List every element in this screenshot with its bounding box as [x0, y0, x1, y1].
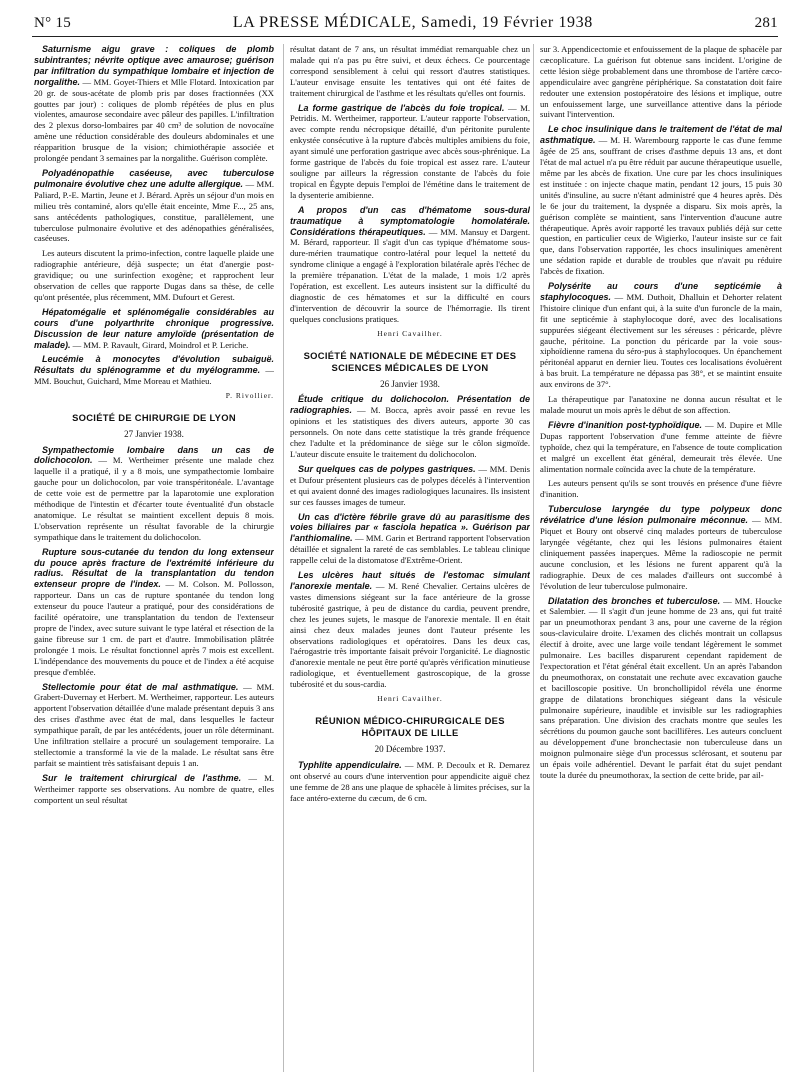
- entry-title: La forme gastrique de l'abcès du foie tropical.: [298, 102, 505, 113]
- entry-body: — M. Bocca, après avoir passé en revue les opinions et les statistiques des divers auteurs, apporte 30 cas personnels. On note dans cette statistique la très grande fréquence chez l'adulte et la prédominance de siège sur le côlon sigmoïde. L'auteur discute ensuite le traitement du dolichocolon.: [290, 405, 530, 459]
- section-date: 26 Janvier 1938.: [380, 378, 440, 389]
- entry-body: — M. René Chevalier. Certains ulcères de vastes dimensions siégeant sur la face antérieure de la grosse tubérosité gastrique, à peu de distance du cardia, peuvent prendre, chez les jeunes sujets, le masque de l'anorexie mentale. Il en était ainsi chez deux malades jeunes dont l'auteur présente les observations radiologiques et opératoires. Dans les deux cas, l'aérogastrie très importante faisait prévoir l'organicité. Le diagnostic d'anorexie mentale ne peut être porté qu'après vérification minutieuse radiologique, et éventuellement gastroscopique, de la grosse tubérosité et du sous-cardia.: [290, 580, 530, 690]
- column-left: [34, 44, 274, 1072]
- entry-paragraph: sur 3. Appendicectomie et enfouissement de la plaque de sphacèle par cæcoplicature. La guérison fut obtenue sans incident. L'origine de cette lésion siège probablement dans une thrombose de l'artère cæco-appendiculaire avec gangrène périphérique. Sa constatation doit faire redouter une extension postopératoire des lésions et implique, outre un enfouissement large, une surveillance attentive dans la période suivant l'intervention.: [540, 44, 782, 120]
- entry-title: Fièvre d'inanition post-typhoïdique.: [548, 419, 702, 430]
- entry-title: Étude critique du dolichocolon. Présentation de radiographies.: [290, 394, 530, 416]
- entry-paragraph: résultat datant de 7 ans, un résultat immédiat remarquable chez un malade qui n'a pas pu être suivi, et deux échecs. Ce pourcentage correspond sensiblement à celui qui ressort d'autres statistiques. L'auteur envisage ensuite les tentatives qui ont été faites de traitement chirurgical de l'asthme et les résultats qu'elles ont fournis.: [290, 44, 530, 98]
- entry-body: — M. Petridis. M. Wertheimer, rapporteur. L'auteur rapporte l'observation, avec compte rendu nécropsique détaillé, d'un péritonite purulente enkystée consécutive à la rupture d'abcès multiples amibiens du foie, ayant simulé une perforation gastrique avec abcès sous-phrénique. La forme gastrique de l'abcès du foie tropical est assez rare. L'auteur souligne par ailleurs la régression constante de l'abcès du foie tropical en Égypte depuis l'emploi de l'émétine dans le traitement de la dysenterie amibienne.: [290, 102, 530, 200]
- article-entry: [540, 504, 782, 591]
- entry-body: — M. Wertheimer présente une malade chez laquelle il a pratiqué, il y a 8 mois, une sympathectomie lombaire gauche pour un dolichocolon, par voie transpéritonéale. L'avantage de cette voie est de permettre par la laparotomie une exploration méthodique de l'intestin et d'écarter toute éventualité d'un obstacle anatomique. Le résultat se maintient excellent depuis 8 mois. L'observation représente un résultat favorable de la chirurgie sympathique dans le traitement du dolichocolon.: [34, 455, 274, 542]
- article-entry: [34, 44, 274, 164]
- article-entry: [34, 773, 274, 806]
- article-entry: [34, 354, 274, 387]
- column-divider: [533, 44, 534, 1072]
- article-entry: [290, 760, 530, 804]
- entry-body: — M. Wertheimer rapporte ses observations. Au nombre de quatre, elles comportent un seul résultat: [34, 772, 274, 805]
- entry-body: — M. H. Warembourg rapporte le cas d'une femme âgée de 25 ans, souffrant de crises d'asthme depuis 13 ans, et dont l'état de mal actuel n'a pu être réduit par aucune thérapeutique usuelle, même par les abcès de fixation. Une cure par les chocs insuliniques est instituée : on injecte chaque matin, pendant 12 jours, 15 puis 30 unités d'insuline, au sucre n'étant administré que 4 heures après. Dès le 6e jour du traitement, la dyspnée a disparu. Six mois après, la guérison complète se maintient, sans l'intervention d'aucune autre thérapeutique. Après avoir rapporté les travaux publiés déjà sur cette question, en particulier ceux de Wigierko, l'auteur insiste sur ce fait que, dans l'observation rapportée, les chocs insuliniques amenèrent une sédation rapide et durable de troubles que n'avait pu réduire l'abcès de fixation.: [540, 135, 782, 277]
- article-entry: [290, 394, 530, 459]
- entry-title: Rupture sous-cutanée du tendon du long extenseur du pouce après fracture de l'extrémité inférieure du radius. Résultat de la transplantation du tendon extenseur propre de l'index.: [34, 546, 274, 590]
- entry-title: Tuberculose laryngée du type polypeux donc révélatrice d'une lésion pulmonaire méconnue.: [540, 504, 782, 526]
- article-entry: [34, 547, 274, 678]
- entry-body: — MM. P. Decoulx et R. Demarez ont observé au cours d'une intervention pour appendicite aiguë chez une femme de 28 ans une plaque de sphacèle à limites précises, sur la face antéro-externe du cæcum, de 6 cm.: [290, 759, 530, 803]
- article-entry: [540, 420, 782, 475]
- article-entry: [290, 103, 530, 201]
- article-entry: [290, 205, 530, 325]
- article-entry: [290, 512, 530, 567]
- entry-title: Leucémie à monocytes d'évolution subaiguë. Résultats du splénogramme et du myélogramme.: [34, 354, 274, 376]
- entry-title: A propos d'un cas d'hématome sous-dural traumatique à symptomatologie homolatérale. Considérations thérapeutiques.: [290, 204, 530, 237]
- entry-title: Typhlite appendiculaire.: [298, 759, 402, 770]
- entry-title: Les ulcères haut situés de l'estomac simulant l'anorexie mentale.: [290, 570, 530, 591]
- section-heading: RÉUNION MÉDICO-CHIRURGICALE DES HÔPITAUX DE LILLE: [315, 714, 505, 739]
- entry-paragraph: Les auteurs discutent la primo-infection, contre laquelle plaide une radiographie antérieure, déjà suspecte; un état d'anergie post-gravidique; ou une surinfection exogène; et rapprochent leur observation de celles que rapporte Dugas dans sa thèse, de celle qu'ont présentée, plus récemment, MM. Dufourt et Gerest.: [34, 248, 274, 302]
- section-date: 27 Janvier 1938.: [124, 428, 184, 439]
- column-divider: [283, 44, 284, 1072]
- entry-body: — MM. Garin et Bertrand rapportent l'observation détaillée et signalent la rareté de cas semblables. Le tableau clinique rappelle celui de la distomatose d'Extrême-Orient.: [290, 533, 530, 566]
- article-entry: [290, 464, 530, 508]
- author-signature: Henri Cavailher.: [377, 328, 443, 338]
- section-date: 20 Décembre 1937.: [374, 743, 446, 754]
- entry-body: — MM. Piquet et Boury ont observé cinq malades porteurs de tuberculose laryngée végétante, chez qui les lésions pulmonaires étaient cliniquement passées inaperçues. Même la radioscopie ne permit aucune conclusion, et les lésions ne furent apparent qu'à la radiographie. Deux de ces malades d'ailleurs ont succombé à l'évolution de leur tuberculose pulmonaire.: [540, 515, 782, 591]
- column-middle: [290, 44, 530, 1072]
- column-right: [540, 44, 782, 1072]
- entry-title: Polyadénopathie caséeuse, avec tuberculose pulmonaire évolutive chez une adulte allergique.: [34, 167, 274, 189]
- entry-title: Dilatation des bronches et tuberculose.: [548, 595, 721, 606]
- entry-title: Hépatomégalie et splénomégalie considérables au cours d'une polyarthrite chronique progressive. Discussion de leur nature amyloïde (présentation de malade).: [34, 306, 274, 350]
- entry-body: — M. Dupire et Mlle Dupas rapportent l'observation d'une femme atteinte de fièvre typhoïde, chez qui la température, en l'absence de toute complication et malgré un excellent état général, demeurait très élevée. Une alimentation normale coïncida avec la chute de la température.: [540, 419, 782, 474]
- entry-body: — MM. Grabert-Duvernay et Herbert. M. Wertheimer, rapporteur. Les auteurs apportent l'observation détaillée d'une malade présentant depuis 3 ans des crises d'asthme avec état de mal, dans lesquelles le facteur sympathique paraît, de par les antécédents, jouer un rôle déterminant. Une infiltration stellaire a procuré un soulagement temporaire. La stellectomie a transformé la vie de la malade. Le résultat sans être parfait se maintient très satisfaisant depuis 1 an.: [34, 681, 274, 768]
- article-entry: [290, 570, 530, 690]
- header-rule: [32, 36, 778, 37]
- section-heading: SOCIÉTÉ NATIONALE DE MÉDECINE ET DES SCIENCES MÉDICALES DE LYON: [303, 349, 517, 374]
- entry-title: Sympathectomie lombaire dans un cas de dolichocolon.: [34, 444, 274, 466]
- article-entry: [34, 445, 274, 543]
- article-entry: [540, 596, 782, 781]
- entry-body: — MM. Duthoit, Dhalluin et Dehorter relatent l'histoire clinique d'un enfant qui, à la suite d'un furoncle de la main, fit une septicémie à staphylocoque doré, avec des localisations suppurées siégeant électivement sur les séreuses : péricarde, plèvre gauche, péritoine. La ponction du péricarde par la voie sous-xiphoïdienne ramena du séro-pus à staphylocoques. Un épanchement péritonéal apparut en dernier lieu. Toutes ces localisations évoluèrent à bas bruit. La température ne dépassa pas 38°, et se maintint ensuite aux environs de 37°.: [540, 291, 782, 390]
- entry-title: Saturnisme aigu grave : coliques de plomb subintrantes; névrite optique avec amaurose; guérison par infiltration du sympathique lombaire et injection de norgalithe.: [34, 44, 274, 87]
- entry-body: — MM. Bouchut, Guichard, Mme Moreau et Mathieu.: [34, 365, 274, 387]
- entry-title: Un cas d'ictère fébrile grave dû au parasitisme des voies biliaires par « fasciola hepatica ». Guérison par l'anthiomaline.: [290, 511, 530, 544]
- article-entry: [540, 124, 782, 277]
- entry-title: Stellectomie pour état de mal asthmatique.: [42, 681, 239, 692]
- entry-title: Le choc insulinique dans le traitement de l'état de mal asthmatique.: [540, 124, 782, 146]
- issue-number: N° 15: [34, 15, 72, 31]
- entry-paragraph: La thérapeutique par l'anatoxine ne donna aucun résultat et le malade mourut un mois après le début de son affection.: [540, 394, 782, 415]
- entry-title: Polysérite au cours d'une septicémie à staphylocoques.: [540, 281, 782, 302]
- journal-title: LA PRESSE MÉDICALE, Samedi, 19 Février 1938: [232, 14, 593, 31]
- entry-body: — MM. Paliard, P.-E. Martin, Jeune et J. Bérard. Après un séjour d'un mois en milieu très contaminé, alors qu'elle était enceinte, Mme F..., 25 ans, sans antécédents pathologiques, constitue, parallèlement, une tuberculose pulmonaire évolutive et des adénopathies généralisées, caséeuses.: [34, 178, 274, 244]
- entry-body: — MM. Denis et Dufour présentent plusieurs cas de polypes décelés à l'intervention et qui avaient donné des images radiologiques lacunaires. Ils insistent sur ces fausses images de tumeur.: [290, 463, 530, 507]
- article-entry: [34, 307, 274, 351]
- author-signature: Henri Cavailher.: [377, 694, 443, 704]
- entry-title: Sur le traitement chirurgical de l'asthme.: [42, 772, 242, 783]
- article-entry: [540, 281, 782, 390]
- article-entry: [34, 168, 274, 244]
- article-entry: [34, 682, 274, 769]
- entry-body: — MM. P. Ravault, Girard, Moindrol et P. Leriche.: [70, 339, 249, 350]
- entry-title: Sur quelques cas de polypes gastriques.: [298, 463, 476, 474]
- section-heading: SOCIÉTÉ DE CHIRURGIE DE LYON: [72, 412, 236, 424]
- page-number: 281: [754, 15, 778, 31]
- entry-paragraph: Les auteurs pensent qu'ils se sont trouvés en présence d'une fièvre d'inanition.: [540, 478, 782, 500]
- entry-body: — M. Colson. M. Pollosson, rapporteur. Dans un cas de rupture spontanée du tendon long extenseur du pouce l'auteur a pratiqué, pour des considérations de facilité opératoire, une transplantation du tendon de l'extenseur propre de l'index, avec suture suivant le type latéral et résection de la gaine fibreuse sur 1 cm. de part et d'autre. Immobilisation plâtrée prolongée 1 mois. Le résultat fonctionnel après 7 mois est excellent. L'indépendance des mouvements du pouce et de l'index a été acquise presque d'emblée.: [34, 579, 274, 677]
- entry-body: — MM. Goyet-Thiers et Mlle Flotard. Intoxication par 20 gr. de sous-acétate de plomb pris par doses fractionnées (XX gouttes par jour) : coliques de plomb répétées de plus en plus violentes, amaurose secondaire avec pâleur des papilles. L'infiltration des 2 plexus dorso-lombaires par 40 cm³ de solution de novocaïne amène une réduction considérable des douleurs abdominales et une réapparition brusque de la vision; chimiothérapie associée et prolongée pendant 3 semaines par la norgalithe. Guérison complète.: [34, 76, 274, 164]
- entry-body: — MM. Mansuy et Dargent. M. Bérard, rapporteur. Il s'agit d'un cas typique d'hématome sous-dure-mérien traumatique contro-latéral pour lequel la netteté du syndrome clinique a engagé à l'exploration bilatérale après l'échec de la première trépanation. L'état de la malade, 1 mois 1/2 après l'opération, est excellent. Les auteurs insistent sur la difficulté du diagnostic de ces hématomes et sur la difficulté en cours d'intervention de découvrir la source de l'hémorragie. Ils tirent quelques conclusions pratiques.: [290, 226, 530, 324]
- author-signature: P. Rivollier.: [225, 391, 274, 401]
- entry-body: — MM. Houcke et Salembier. — Il s'agit d'un jeune homme de 23 ans, qui fut traité par un pneumothorax pendant 3 ans, pour une caverne de la région sous-claviculaire droite. L'examen des clichés montrait un collapsus électif à droite, avec une large voile tendant légèrement le sommet pulmonaire. Les bacilles disparurent cependant rapidement de l'expectoration et l'état général était excellent. Un an après l'abandon du pneumothorax, on constatait une rechute avec excavation gauche et bacilloscopie positive. Un bronchollipidol révéla une énorme grappe de dilatations bronchiques siégeant dans la vésicule pulmonaire supérieure, inaudible et invisible sur les radiographies sans préparation. Une division des crachats montre que seules les sécrétions du poumon gauche sont bacillifères. Les auteurs concluent au développement d'une bronchectasie non tuberculeuse dans un moignon pulmonaire siège d'un processus sclérosant, et soutenu par un épais voile adhérentiel. Devant le parfait état du sujet pendant toute la durée du pneumothorax, la section de cette bride, par ail-: [540, 595, 782, 780]
